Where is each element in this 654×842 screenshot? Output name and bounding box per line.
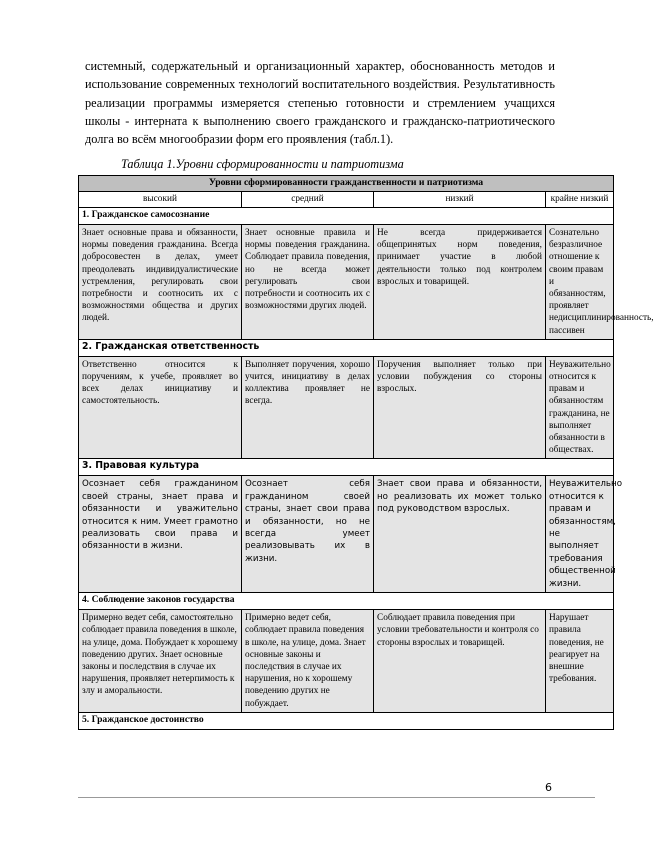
table-cell: Знает основные права и обязанности, нормы поведения гражданина. Всегда добросовестен в делах, умеет преодолевать индивидуалистические устремления, регулировать свои потребности и соотносить их с возможностями общества и других людей.: [79, 225, 242, 340]
table-cell: Соблюдает правила поведения при условии требовательности и контроля со стороны взрослых и товарищей.: [374, 610, 546, 713]
table-cell: Не всегда придерживается общепринятых норм поведения, принимает участие в любой деятельности только под контролем взрослых и товарищей.: [374, 225, 546, 340]
level-medium: средний: [242, 192, 374, 208]
table-header: Уровни сформированности гражданственности и патриотизма: [79, 176, 614, 192]
intro-paragraph: [85, 57, 555, 148]
table-cell: Знает свои права и обязанности, но реализовать их может только под руководством взрослых.: [374, 476, 546, 593]
level-low: низкий: [374, 192, 546, 208]
table-cell: Примерно ведет себя, самостоятельно соблюдает правила поведения в школе, на улице, дома. Побуждает к хорошему поведению других. Знает основные законы и последствия в случае их нарушения, проявляет нетерпимость к злу и аморальности.: [79, 610, 242, 713]
table-cell: Неуважительно относится к правам и обязанностям гражданина, не выполняет обязанности в обществах.: [546, 356, 614, 459]
section-title: 5. Гражданское достоинство: [79, 712, 614, 729]
table-cell: Ответственно относится к поручениям, к учебе, проявляет во всех делах инициативу и самостоятельность.: [79, 356, 242, 459]
level-very-low: крайне низкий: [546, 192, 614, 208]
section-title: 1. Гражданское самосознание: [79, 208, 614, 225]
table-cell: Неуважительно относится к правам и обязанностям, не выполняет требования общественной жизни.: [546, 476, 614, 593]
table-cell: Нарушает правила поведения, не реагирует на внешние требования.: [546, 610, 614, 713]
table-cell: Знает основные правила и нормы поведения гражданина. Соблюдает правила поведения, но не всегда может регулировать свои потребности и соотносить их с возможностями других людей.: [242, 225, 374, 340]
table-cell: Поручения выполняет только при условии побуждения со стороны взрослых.: [374, 356, 546, 459]
section-title: 4. Соблюдение законов государства: [79, 593, 614, 610]
level-high: высокий: [79, 192, 242, 208]
section-title: 2. Гражданская ответственность: [79, 339, 614, 356]
table-cell: Осознает себя гражданином своей страны, знает свои права и обязанности, но не всегда умеет реализовывать их в жизни.: [242, 476, 374, 593]
intro-text: системный, содержательный и организационный характер, обоснованность методов и использование современных технологий воспитательного воздействия. Результативность реализации программы измеряется степенью готовности и стремлением учащихся школы - интерната к выполнению своего гражданского и гражданско-патриотического долга во всём многообразии форм его проявления (табл.1).: [85, 59, 555, 147]
table-caption: Таблица 1.Уровни сформированности и патриотизма: [121, 157, 404, 171]
table-cell: Сознательно безразличное отношение к своим правам и обязанностям, проявляет недисциплинированность, пассивен: [546, 225, 614, 340]
page-number: 6: [545, 781, 552, 794]
table-cell: Примерно ведет себя, соблюдает правила поведения в школе, на улице, дома. Знает основные законы и последствия в случае их нарушения, но к хорошему поведению других не побуждает.: [242, 610, 374, 713]
table-cell: Осознает себя гражданином своей страны, знает права и обязанности и уважительно относится к ним. Умеет грамотно реализовать свои права и обязанности в жизни.: [79, 476, 242, 593]
table-container: [78, 175, 654, 779]
footer-rule: [78, 797, 595, 798]
table-cell: Выполняет поручения, хорошо учится, инициативу в делах коллектива проявляет не всегда.: [242, 356, 374, 459]
section-title: 3. Правовая культура: [79, 459, 614, 476]
levels-table: [78, 175, 654, 730]
